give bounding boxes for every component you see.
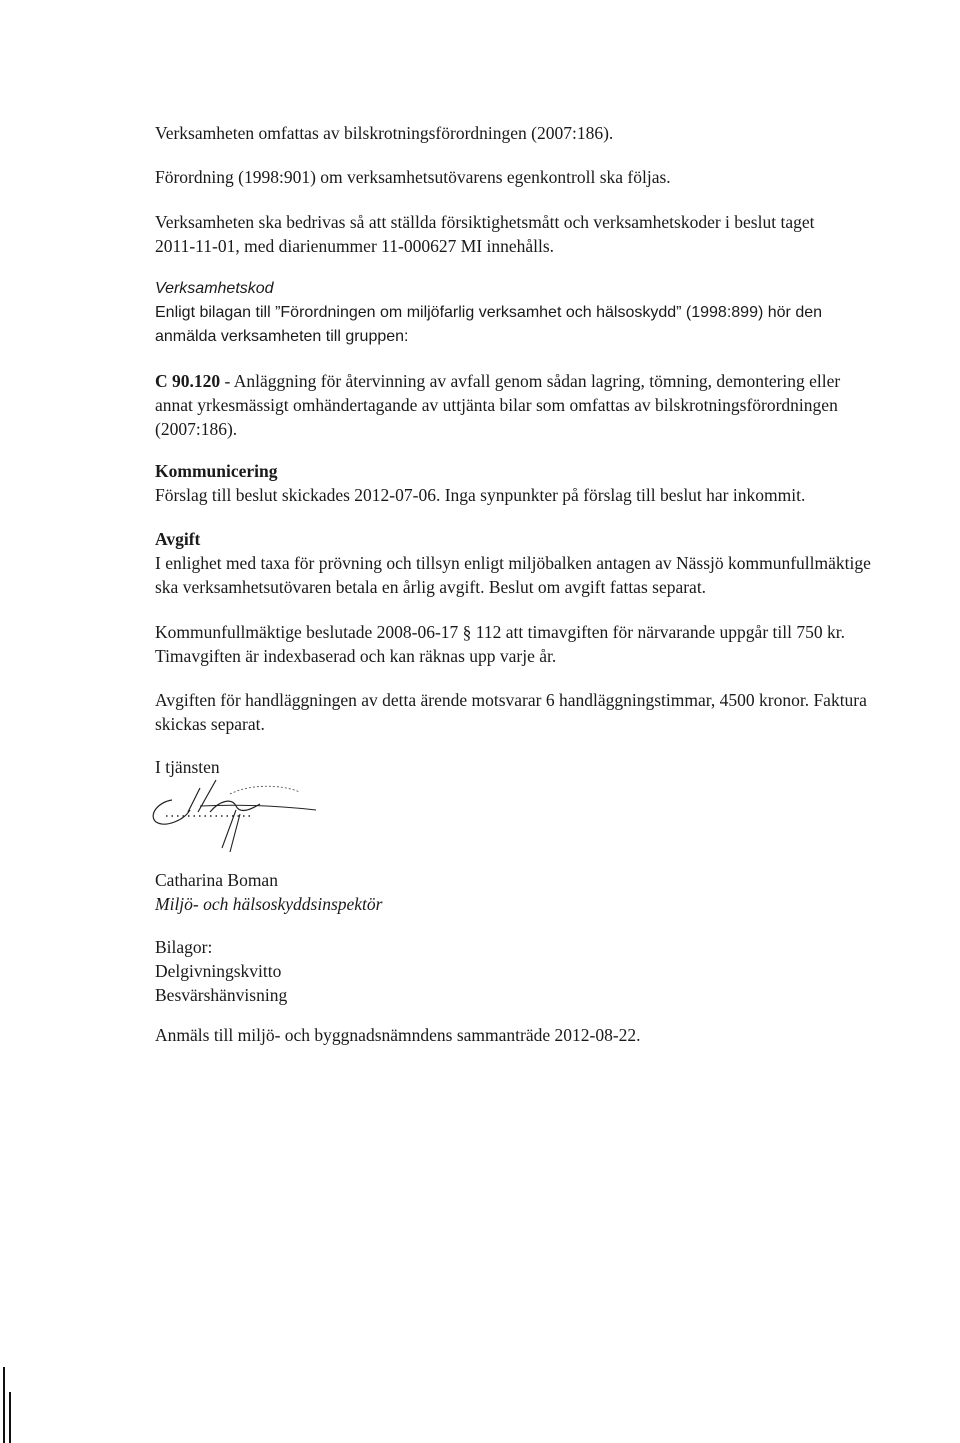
paragraph-egenkontroll: Förordning (1998:901) om verksamhetsutövarens egenkontroll ska följas. [155, 167, 671, 187]
signer-title: Miljö- och hälsoskyddsinspektör [155, 894, 383, 914]
paragraph-handlaggning [155, 688, 955, 736]
section-heading: Bilagor: [155, 937, 213, 957]
section-bilagor [155, 935, 955, 1007]
section-avgift [155, 527, 955, 599]
scan-edge-line [3, 1367, 5, 1443]
section-c90 [155, 369, 955, 441]
text-line: ska verksamhetsutövaren betala en årlig avgift. Beslut om avgift fattas separat. [155, 577, 707, 597]
section-kommunicering [155, 459, 955, 507]
text-line: Kommunfullmäktige beslutade 2008-06-17 § 112 att timavgiften för närvarande uppgår till 750 kr. [155, 622, 845, 642]
text-line: Verksamheten ska bedrivas så att ställda försiktighetsmått och verksamhetskoder i beslut taget [155, 212, 815, 232]
section-verksamhetskod [155, 277, 955, 349]
text-line: Enligt bilagan till ”Förordningen om miljöfarlig verksamhet och hälsoskydd” (1998:899) hör den [155, 304, 823, 321]
text-line [155, 369, 955, 393]
closing-phrase: I tjänsten [155, 757, 220, 777]
text-line: Avgiften för handläggningen av detta ärende motsvarar 6 handläggningstimmar, 4500 kronor. Faktura [155, 690, 867, 710]
paragraph-timavgift [155, 620, 955, 668]
signer-block [155, 868, 955, 916]
handwritten-signature [140, 770, 320, 860]
text-line: Förslag till beslut skickades 2012-07-06. Inga synpunkter på förslag till beslut har inkommit. [155, 485, 806, 505]
activity-code: C 90.120 [155, 371, 221, 391]
paragraph-forsiktighetsmatt [155, 210, 955, 258]
attachment-item: Delgivningskvitto [155, 961, 282, 981]
section-heading: Kommunicering [155, 461, 278, 481]
text-line: Timavgiften är indexbaserad och kan räknas upp varje år. [155, 646, 557, 666]
text-line: skickas separat. [155, 714, 265, 734]
paragraph-anmals: Anmäls till miljö- och byggnadsnämndens sammanträde 2012-08-22. [155, 1025, 641, 1045]
paragraph-bilskrotning: Verksamheten omfattas av bilskrotningsförordningen (2007:186). [155, 123, 614, 143]
section-heading: Avgift [155, 529, 201, 549]
attachment-item: Besvärshänvisning [155, 985, 288, 1005]
scan-edge-line [9, 1392, 11, 1443]
text-line: (2007:186). [155, 419, 238, 439]
text-line: I enlighet med taxa för prövning och tillsyn enligt miljöbalken antagen av Nässjö kommunfullmäktige [155, 553, 871, 573]
text-line: annat yrkesmässigt omhändertagande av uttjänta bilar som omfattas av bilskrotningsförordningen [155, 395, 838, 415]
section-heading: Verksamhetskod [155, 280, 274, 297]
activity-description: - Anläggning för återvinning av avfall genom sådan lagring, tömning, demontering eller [220, 371, 841, 391]
signer-name: Catharina Boman [155, 870, 278, 890]
text-line: anmälda verksamheten till gruppen: [155, 328, 409, 345]
text-line: 2011-11-01, med diarienummer 11-000627 MI innehålls. [155, 236, 555, 256]
